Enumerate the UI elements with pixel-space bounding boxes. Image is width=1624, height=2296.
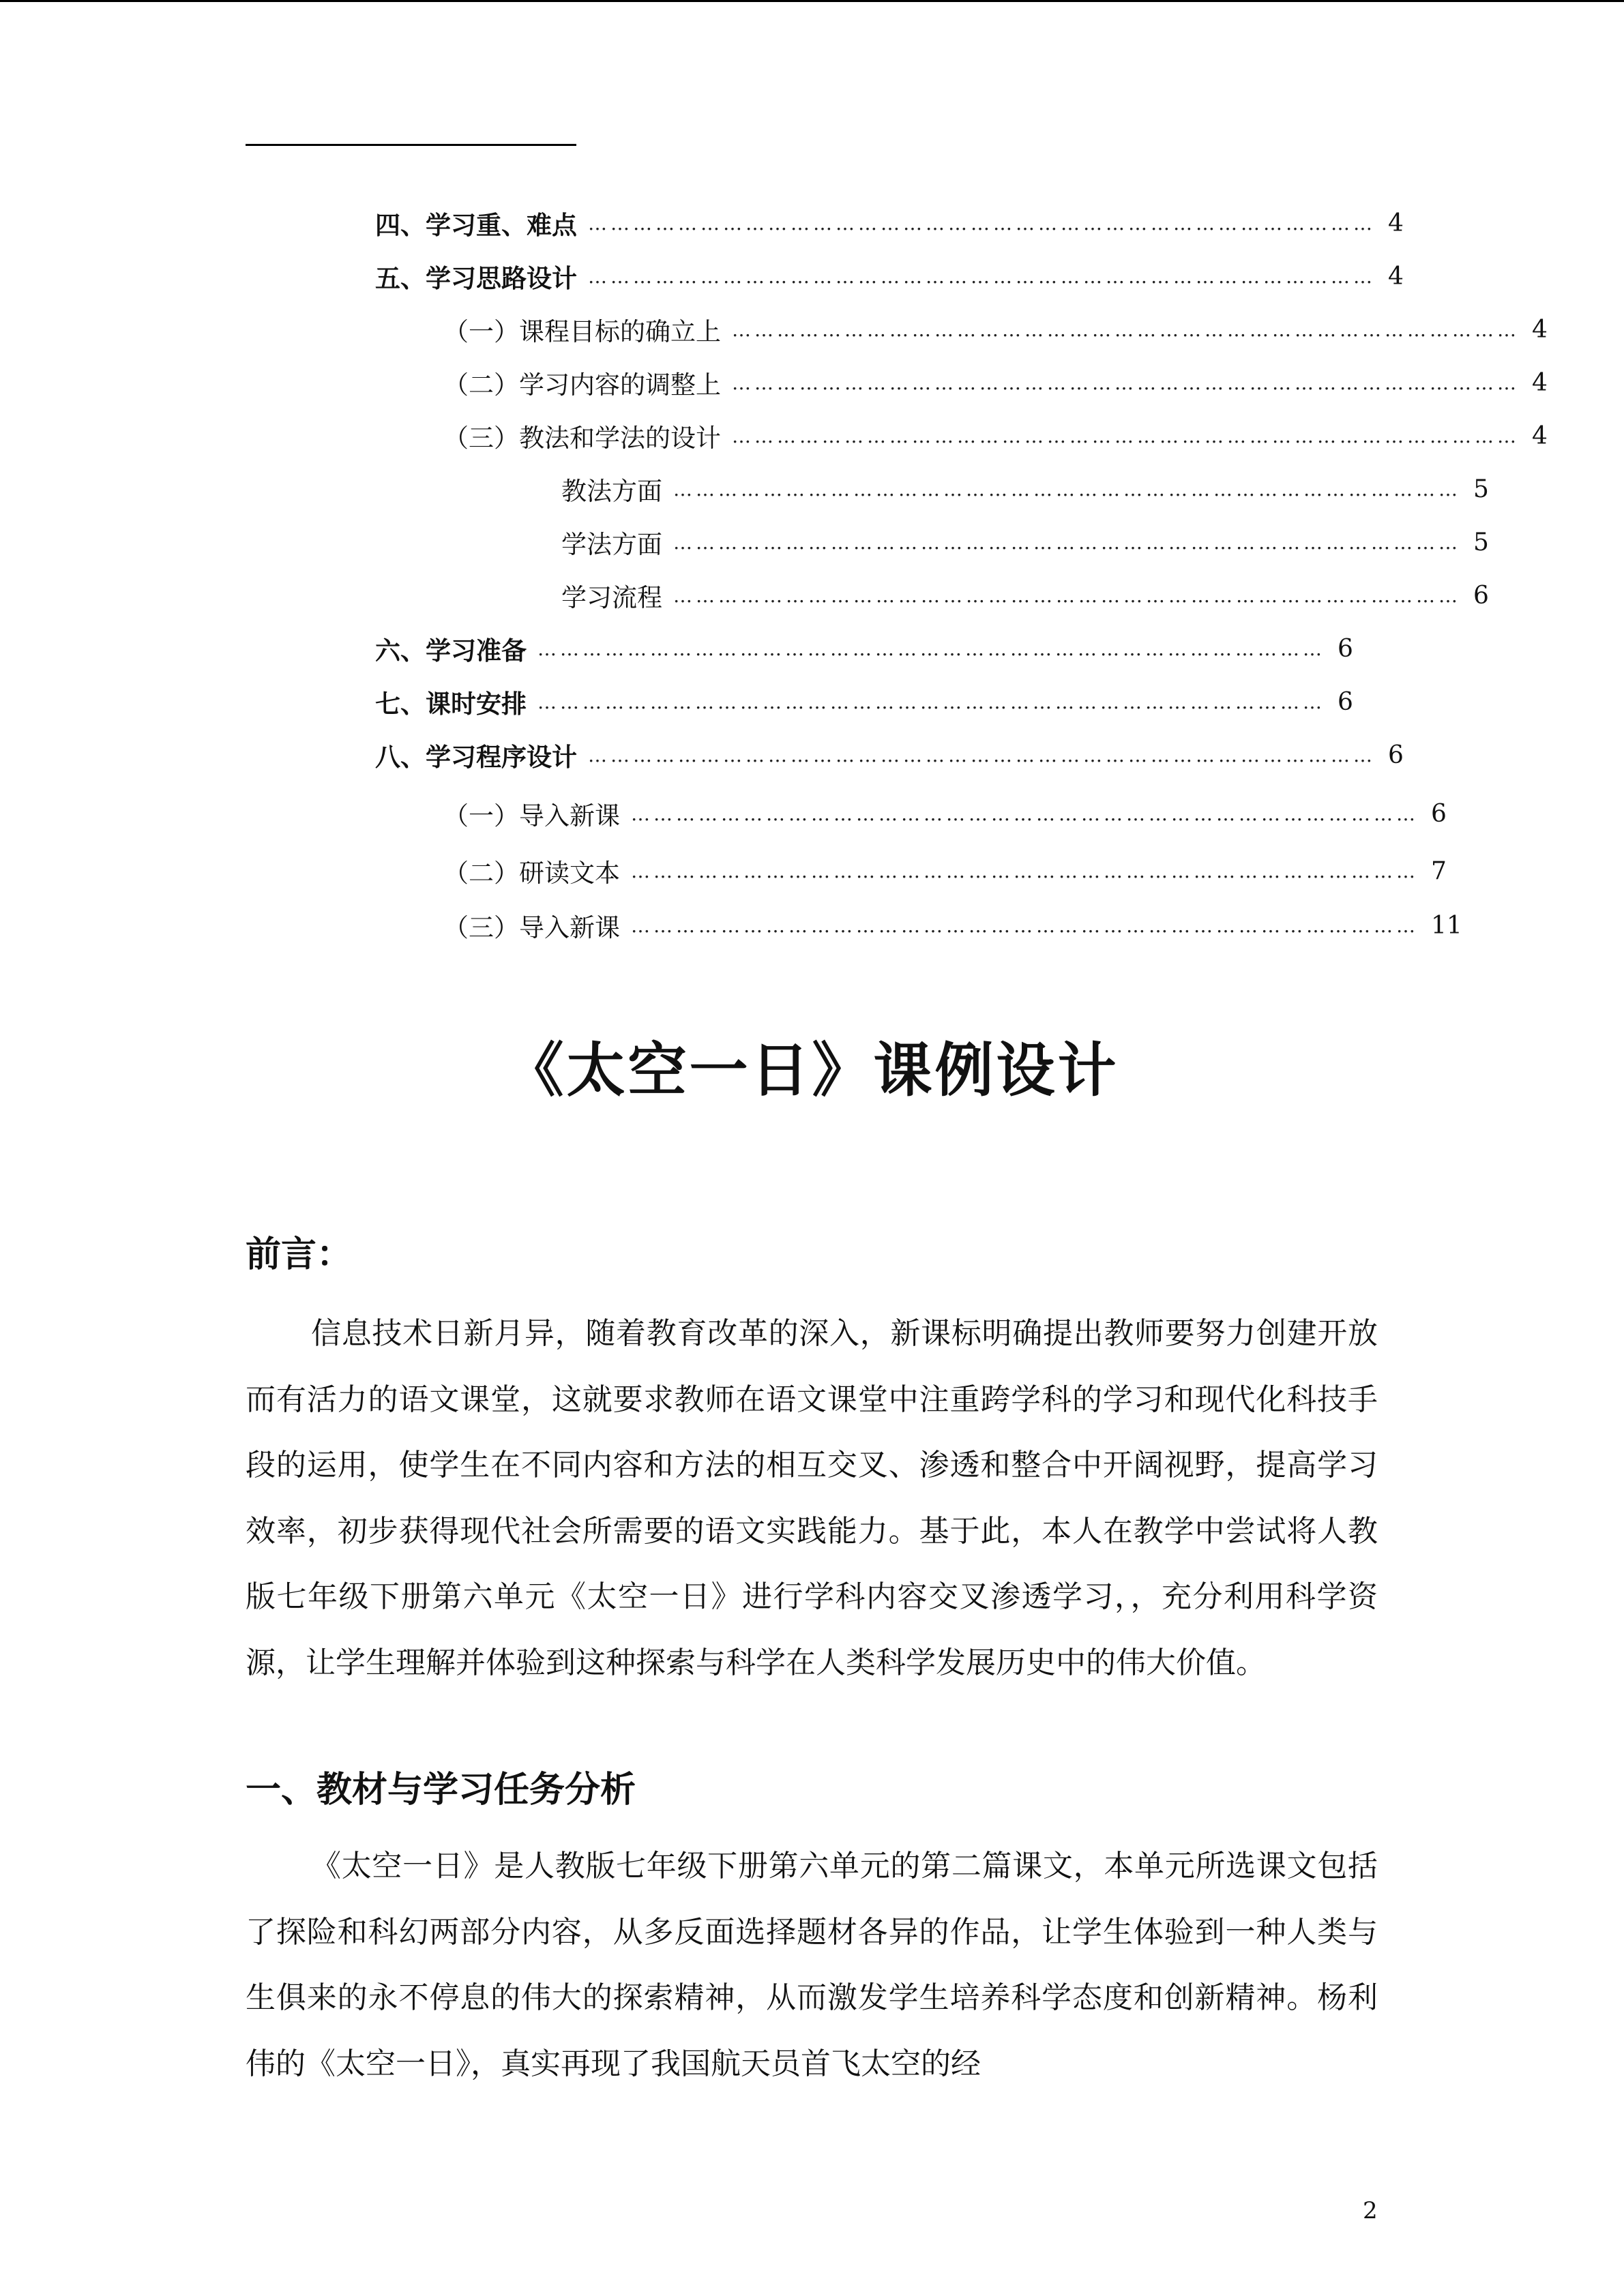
header-rule: [246, 144, 576, 146]
toc-entry[interactable]: [443, 899, 1462, 952]
preface-heading: 前言：: [246, 1234, 353, 1275]
toc-entry[interactable]: [561, 516, 1489, 569]
toc-leader-dots: ……………………………………………………………………………………………: [537, 690, 1325, 713]
toc-entry[interactable]: [375, 728, 1404, 781]
toc-entry[interactable]: [443, 409, 1548, 462]
page-number: 2: [1363, 2197, 1378, 2224]
page-top-border: [0, 0, 1624, 2]
toc-entry-title: （二）学习内容的调整上: [443, 370, 721, 400]
preface-paragraph: 信息技术日新月异，随着教育改革的深入，新课标明确提出教师要努力创建开放而有活力的语文课堂，这就要求教师在语文课堂中注重跨学科的学习和现代化科技手段的运用，使学生在不同内容和方法的相互交叉、渗透和整合中开阔视野，提高学习效率，初步获得现代社会所需要的语文实践能力。基于此，本人在教学中尝试将人教版七年级下册第六单元《太空一日》进行学科内容交叉渗透学习，，充分利用科学资源，让学生理解并体验到这种探索与科学在人类科学发展历史中的伟大价值。: [246, 1316, 1378, 1680]
toc-entry-page: 11: [1431, 911, 1462, 940]
toc-entry-title: （三）导入新课: [443, 913, 620, 942]
toc-entry-title: （一）导入新课: [443, 801, 620, 831]
toc-entry-page: 5: [1473, 475, 1489, 503]
toc-entry-page: 4: [1532, 315, 1548, 344]
toc-entry-title: 课时安排: [426, 689, 527, 719]
toc-entry[interactable]: [375, 675, 1353, 728]
toc-entry-page: 4: [1532, 368, 1548, 397]
toc-entry[interactable]: [443, 787, 1447, 840]
toc-entry-title: （二）研读文本: [443, 859, 620, 888]
toc-entry-title: 学习程序设计: [426, 742, 577, 772]
toc-leader-dots: ……………………………………………………………………………………………: [631, 859, 1419, 882]
toc-entry-page: 4: [1388, 209, 1404, 237]
toc-entry[interactable]: [375, 196, 1404, 250]
toc-entry-title: （三）教法和学法的设计: [443, 423, 721, 453]
toc-leader-dots: ……………………………………………………………………………………………: [732, 318, 1520, 341]
toc-entry-number: 四、: [375, 210, 426, 240]
document-title: 《太空一日》课例设计: [505, 1037, 1119, 1105]
toc-entry-title: 教法方面: [561, 477, 662, 506]
toc-entry-page: 4: [1532, 421, 1548, 450]
toc-leader-dots: ……………………………………………………………………………………………: [673, 531, 1461, 554]
toc-entry-page: 6: [1431, 799, 1447, 828]
toc-entry-page: 7: [1431, 856, 1447, 885]
toc-leader-dots: ……………………………………………………………………………………………: [588, 265, 1376, 288]
toc-entry[interactable]: [375, 622, 1353, 675]
toc-entry-title: 学习流程: [561, 583, 662, 612]
toc-entry[interactable]: [443, 844, 1447, 897]
toc-entry-title: （一）课程目标的确立上: [443, 317, 721, 346]
toc-entry[interactable]: [561, 569, 1489, 622]
toc-entry-page: 6: [1338, 634, 1353, 663]
toc-entry[interactable]: [561, 462, 1489, 516]
toc-entry[interactable]: [375, 250, 1404, 303]
toc-entry-number: 八、: [375, 742, 426, 772]
toc-leader-dots: ……………………………………………………………………………………………: [673, 584, 1461, 607]
section-paragraph: 《太空一日》是人教版七年级下册第六单元的第二篇课文，本单元所选课文包括了探险和科幻两部分内容，从多反面选择题材各异的作品，让学生体验到一种人类与生俱来的永不停息的伟大的探索精神，从而激发学生培养科学态度和创新精神。杨利伟的《太空一日》，真实再现了我国航天员首飞太空的经: [246, 1849, 1378, 2081]
toc-leader-dots: ……………………………………………………………………………………………: [673, 477, 1461, 501]
toc-entry[interactable]: [443, 356, 1548, 409]
toc-entry-title: 学法方面: [561, 530, 662, 559]
toc-leader-dots: ……………………………………………………………………………………………: [588, 211, 1376, 235]
toc-entry-page: 6: [1473, 581, 1489, 610]
toc-entry-number: 七、: [375, 689, 426, 719]
toc-leader-dots: ……………………………………………………………………………………………: [588, 743, 1376, 766]
toc-entry-number: 五、: [375, 263, 426, 293]
toc-entry-page: 6: [1338, 687, 1353, 716]
toc-entry-title: 学习重、难点: [426, 210, 577, 240]
toc-leader-dots: ……………………………………………………………………………………………: [537, 637, 1325, 660]
toc-leader-dots: ……………………………………………………………………………………………: [631, 914, 1419, 937]
toc-leader-dots: ……………………………………………………………………………………………: [732, 371, 1520, 394]
toc-entry-title: 六、学习准备: [375, 636, 527, 666]
toc-entry-page: 5: [1473, 528, 1489, 556]
toc-entry-page: 4: [1388, 262, 1404, 290]
toc-entry-page: 6: [1388, 741, 1404, 769]
section-heading: 一、教材与学习任务分析: [246, 1770, 636, 1810]
toc-leader-dots: ……………………………………………………………………………………………: [732, 424, 1520, 447]
toc-leader-dots: ……………………………………………………………………………………………: [631, 802, 1419, 825]
toc-entry-title: 学习思路设计: [426, 263, 577, 293]
toc-entry[interactable]: [443, 303, 1548, 356]
